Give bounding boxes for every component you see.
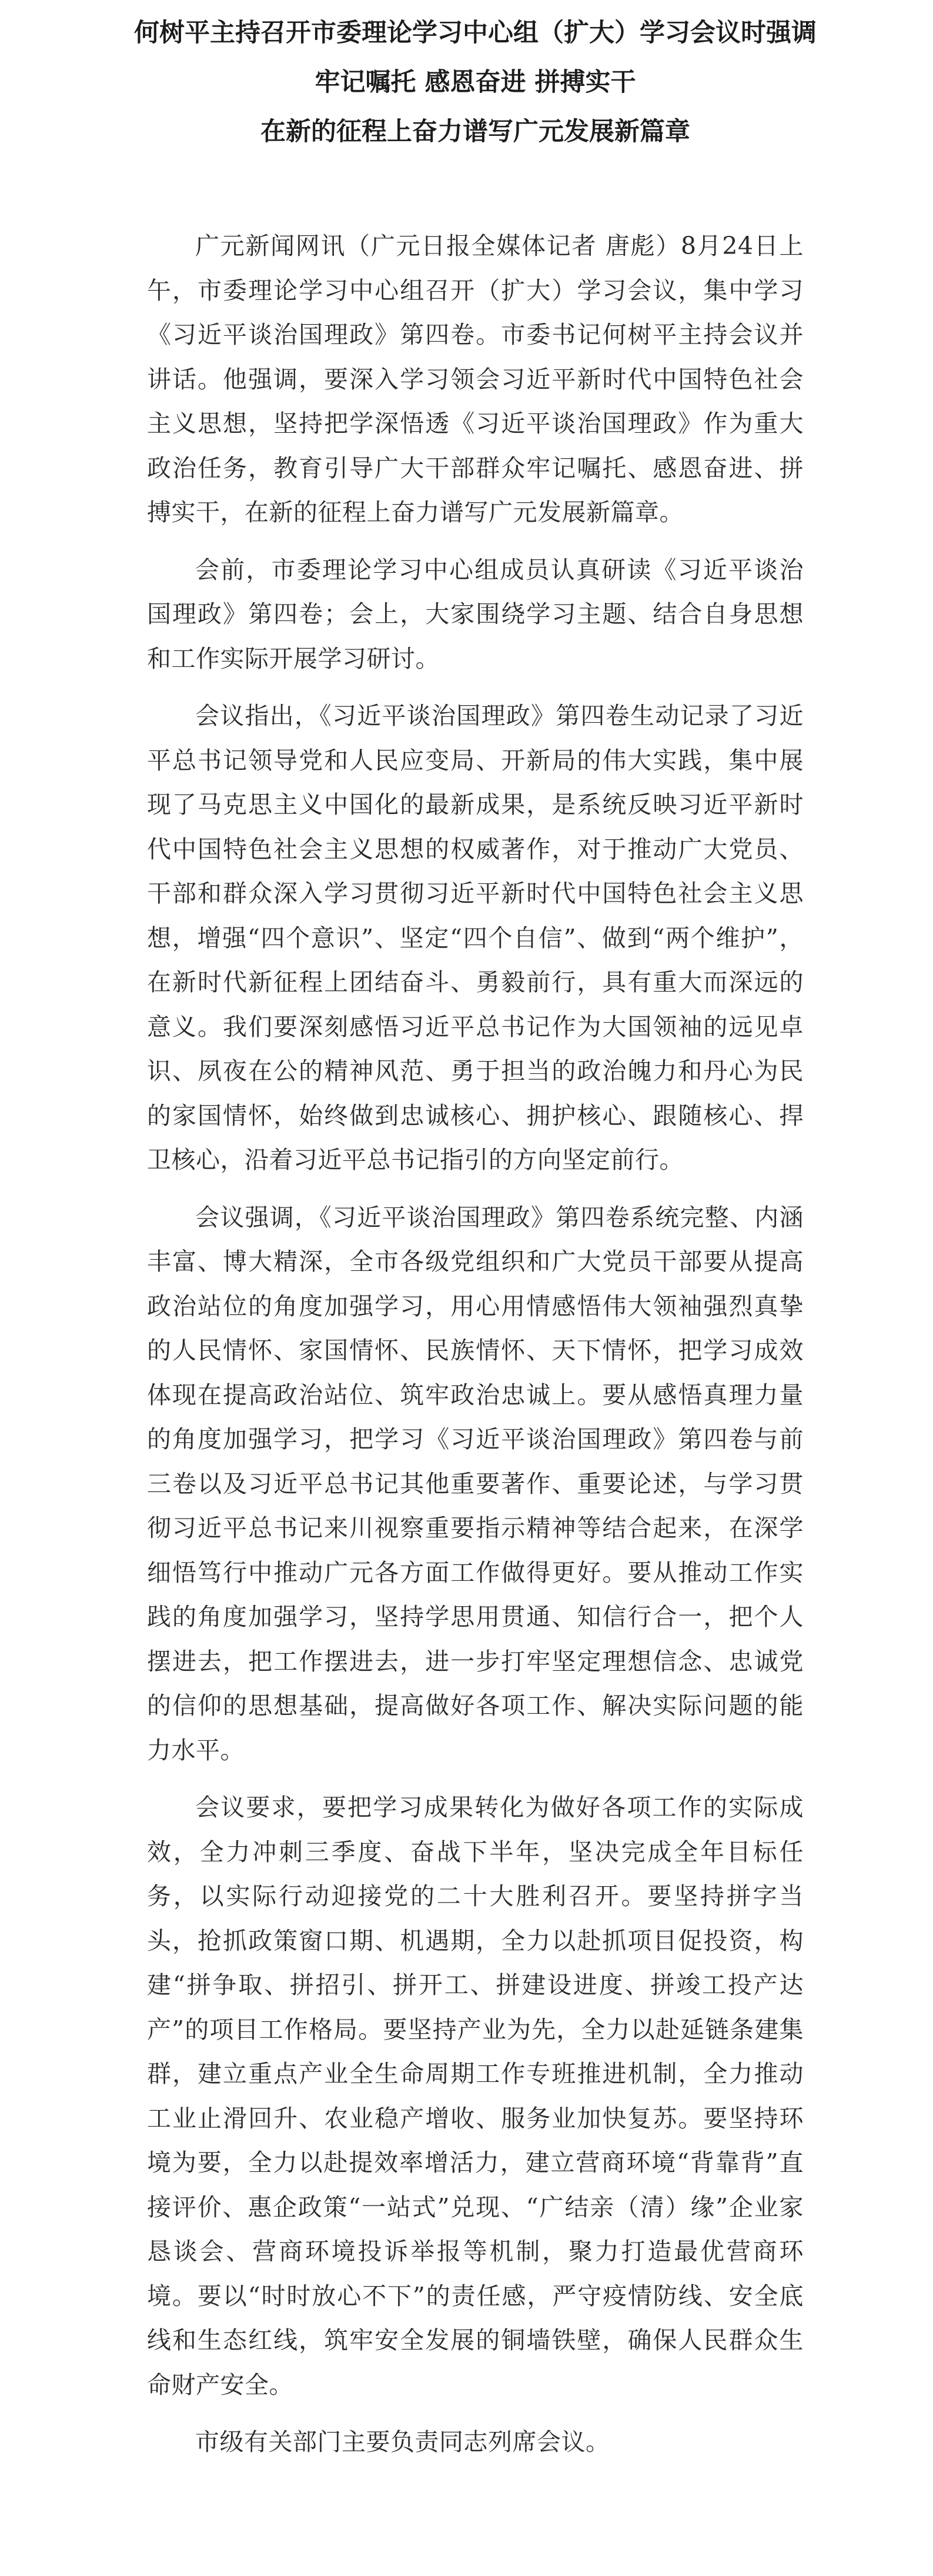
paragraph-meeting-noted: 会议指出，《习近平谈治国理政》第四卷生动记录了习近平总书记领导党和人民应变局、开新局的伟大实践，集中展现了马克思主义中国化的最新成果，是系统反映习近平新时代中国特色社会主义思想的权威著作，对于推动广大党员、干部和群众深入学习贯彻习近平新时代中国特色社会主义思想，增强“四个意识”、坚定“四个自信”、做到“两个维护”，在新时代新征程上团结奋斗、勇毅前行，具有重大而深远的意义。我们要深刻感悟习近平总书记作为大国领袖的远见卓识、夙夜在公的精神风范、勇于担当的政治魄力和丹心为民的家国情怀，始终做到忠诚核心、拥护核心、跟随核心、捍卫核心，沿着习近平总书记指引的方向坚定前行。	[147, 702, 804, 1174]
headline-line-3: 在新的征程上奋力谱写广元发展新篇章	[260, 117, 690, 146]
paragraph-attendance: 市级有关部门主要负责同志列席会议。	[195, 2428, 610, 2456]
headline	[123, 0, 827, 156]
headline-line-2: 牢记嘱托 感恩奋进 拼搏实干	[315, 68, 636, 97]
article-body	[147, 224, 804, 2465]
paragraph-meeting-required: 会议要求，要把学习成果转化为做好各项工作的实际成效，全力冲刺三季度、奋战下半年，坚决完成全年目标任务，以实际行动迎接党的二十大胜利召开。要坚持拼字当头，抢抓政策窗口期、机遇期，全力以赴抓项目促投资，构建“拼争取、拼招引、拼开工、拼建设进度、拼竣工投产达产”的项目工作格局。要坚持产业为先，全力以赴延链条建集群，建立重点产业全生命周期工作专班推进机制，全力推动工业止滑回升、农业稳产增收、服务业加快复苏。要坚持环境为要，全力以赴提效率增活力，建立营商环境“背靠背”直接评价、惠企政策“一站式”兑现、“广结亲（清）缘”企业家恳谈会、营商环境投诉举报等机制，聚力打造最优营商环境。要以“时时放心不下”的责任感，严守疫情防线、安全底线和生态红线，筑牢安全发展的铜墙铁壁，确保人民群众生命财产安全。	[147, 1793, 804, 2399]
headline-line-1: 何树平主持召开市委理论学习中心组（扩大）学习会议时强调	[134, 18, 817, 48]
paragraph-lead: 广元新闻网讯（广元日报全媒体记者 唐彪）8月24日上午，市委理论学习中心组召开（扩大）学习会议，集中学习《习近平谈治国理政》第四卷。市委书记何树平主持会议并讲话。他强调，要深入学习领会习近平新时代中国特色社会主义思想，坚持把学深悟透《习近平谈治国理政》作为重大政治任务，教育引导广大干部群众牢记嘱托、感恩奋进、拼搏实干，在新的征程上奋力谱写广元发展新篇章。	[147, 232, 804, 526]
paragraph-meeting-stressed: 会议强调，《习近平谈治国理政》第四卷系统完整、内涵丰富、博大精深，全市各级党组织和广大党员干部要从提高政治站位的角度加强学习，用心用情感悟伟大领袖强烈真挚的人民情怀、家国情怀、民族情怀、天下情怀，把学习成效体现在提高政治站位、筑牢政治忠诚上。要从感悟真理力量的角度加强学习，把学习《习近平谈治国理政》第四卷与前三卷以及习近平总书记其他重要著作、重要论述，与学习贯彻习近平总书记来川视察重要指示精神等结合起来，在深学细悟笃行中推动广元各方面工作做得更好。要从推动工作实践的角度加强学习，坚持学思用贯通、知信行合一，把个人摆进去，把工作摆进去，进一步打牢坚定理想信念、忠诚党的信仰的思想基础，提高做好各项工作、解决实际问题的能力水平。	[147, 1203, 804, 1764]
paragraph-prelude: 会前，市委理论学习中心组成员认真研读《习近平谈治国理政》第四卷；会上，大家围绕学习主题、结合自身思想和工作实际开展学习研讨。	[147, 555, 804, 673]
